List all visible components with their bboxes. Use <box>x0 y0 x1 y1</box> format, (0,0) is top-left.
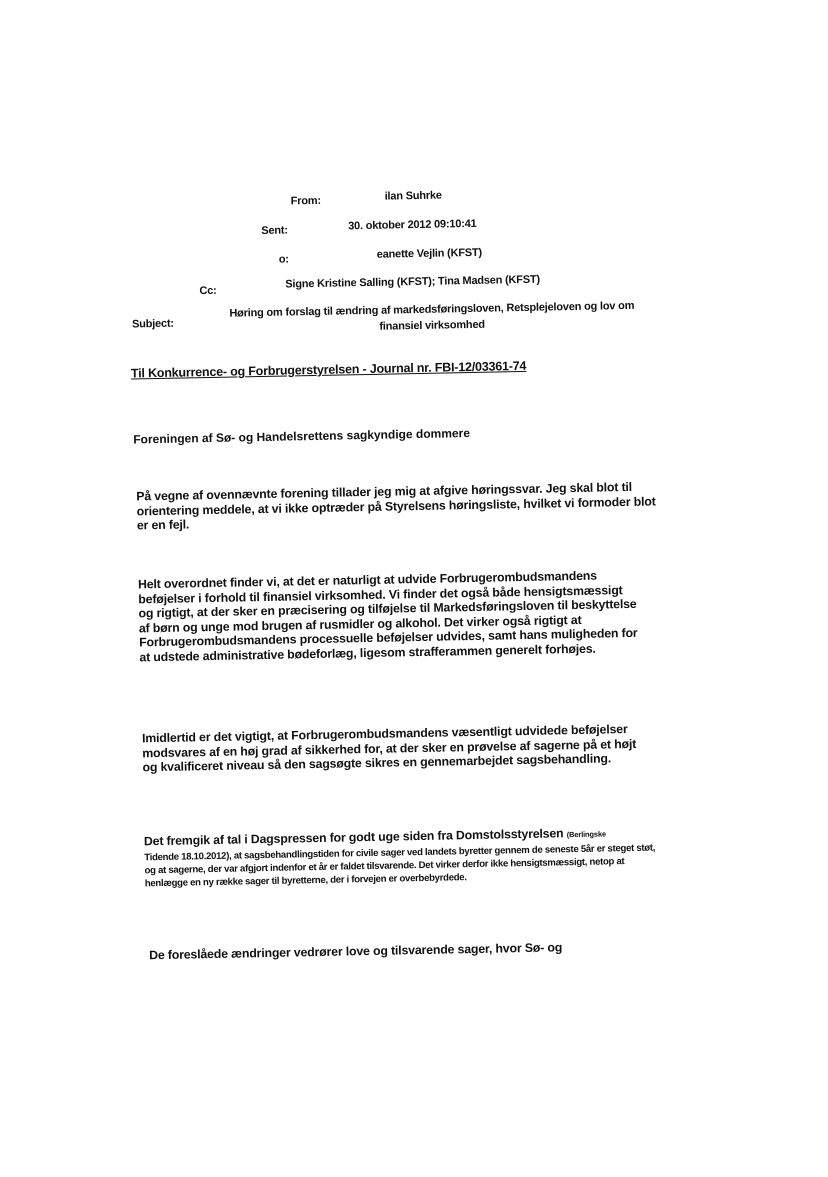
paragraph-4-rest: Tidende 18.10.2012), at sagsbehandlingstiden for civile sager ved landets byretter gennem de seneste 5år er steget støt, og at sagerne, der var afgjort indenfor et år er faldet tilsvarende. Det virker derfor ikke hensigtsmæssigt, netop at henlægge en ny række sager til byretterne, der i forvejen er overbebyrdede. <box>144 842 656 889</box>
paragraph-3: Imidlertid er det vigtigt, at Forbrugerombudsmandens væsentligt udvidede beføjelser modsvares af en høj grad af sikkerhed for, at der sker en prøvelse af sagerne på et højt og kvalificeret niveau så den sagsøgte sikres en gennemarbejdet sagsbehandling. <box>141 722 637 775</box>
cc-label: Cc: <box>199 284 217 298</box>
paragraph-4 <box>144 824 665 889</box>
paragraph-1: På vegne af ovennævnte forening tillader jeg mig at afgive høringssvar. Jeg skal blot til orientering meddele, at vi ikke optræder på Styrelsens høringsliste, hvilket vi formoder blot er en fejl. <box>136 479 656 533</box>
subject-line-1: Høring om forslag til ændring af markedsføringsloven, Retsplejeloven og lov om <box>229 299 635 320</box>
from-label: From: <box>290 194 321 208</box>
to-value: eanette Vejlin (KFST) <box>376 246 483 261</box>
paragraph-2: Helt overordnet finder vi, at det er naturligt at udvide Forbrugerombudsmandens beføjelser i forhold til finansiel virksomhed. Vi finder det også både hensigtsmæssigt og rigtigt, at der sker en præcisering og tilføjelse til Markedsføringsloven til beskyttelse af børn og unge mod brugen af rusmidler og alkohol. Det virker også rigtigt at Forbrugerombudsmandens processuelle beføjelser udvides, samt hans muligheden for at udstede administrative bødeforlæg, ligesom strafferammen generelt forhøjes. <box>137 568 638 664</box>
paragraph-4-lead: Det fremgik af tal i Dagspressen for godt uge siden fra Domstolsstyrelsen <box>143 826 567 849</box>
to-label: o: <box>278 253 289 266</box>
sent-value: 30. oktober 2012 09:10:41 <box>348 217 477 233</box>
paragraph-5: De foreslåede ændringer vedrører love og tilsvarende sager, hvor Sø- og <box>149 940 563 963</box>
subject-line-2: finansiel virksomhed <box>379 318 485 333</box>
organization-heading: Foreningen af Sø- og Handelsrettens sagkyndige dommere <box>133 426 471 447</box>
journal-heading: Til Konkurrence- og Forbrugerstyrelsen - Journal nr. FBI-12/03361-74 <box>130 358 527 381</box>
subject-label: Subject: <box>131 317 174 331</box>
sent-label: Sent: <box>261 224 288 237</box>
subject-value <box>207 297 658 338</box>
cc-value: Signe Kristine Salling (KFST); Tina Madsen (KFST) <box>285 273 540 291</box>
paragraph-4-reference: (Berlingske <box>566 829 607 840</box>
from-value: ilan Suhrke <box>384 189 442 203</box>
